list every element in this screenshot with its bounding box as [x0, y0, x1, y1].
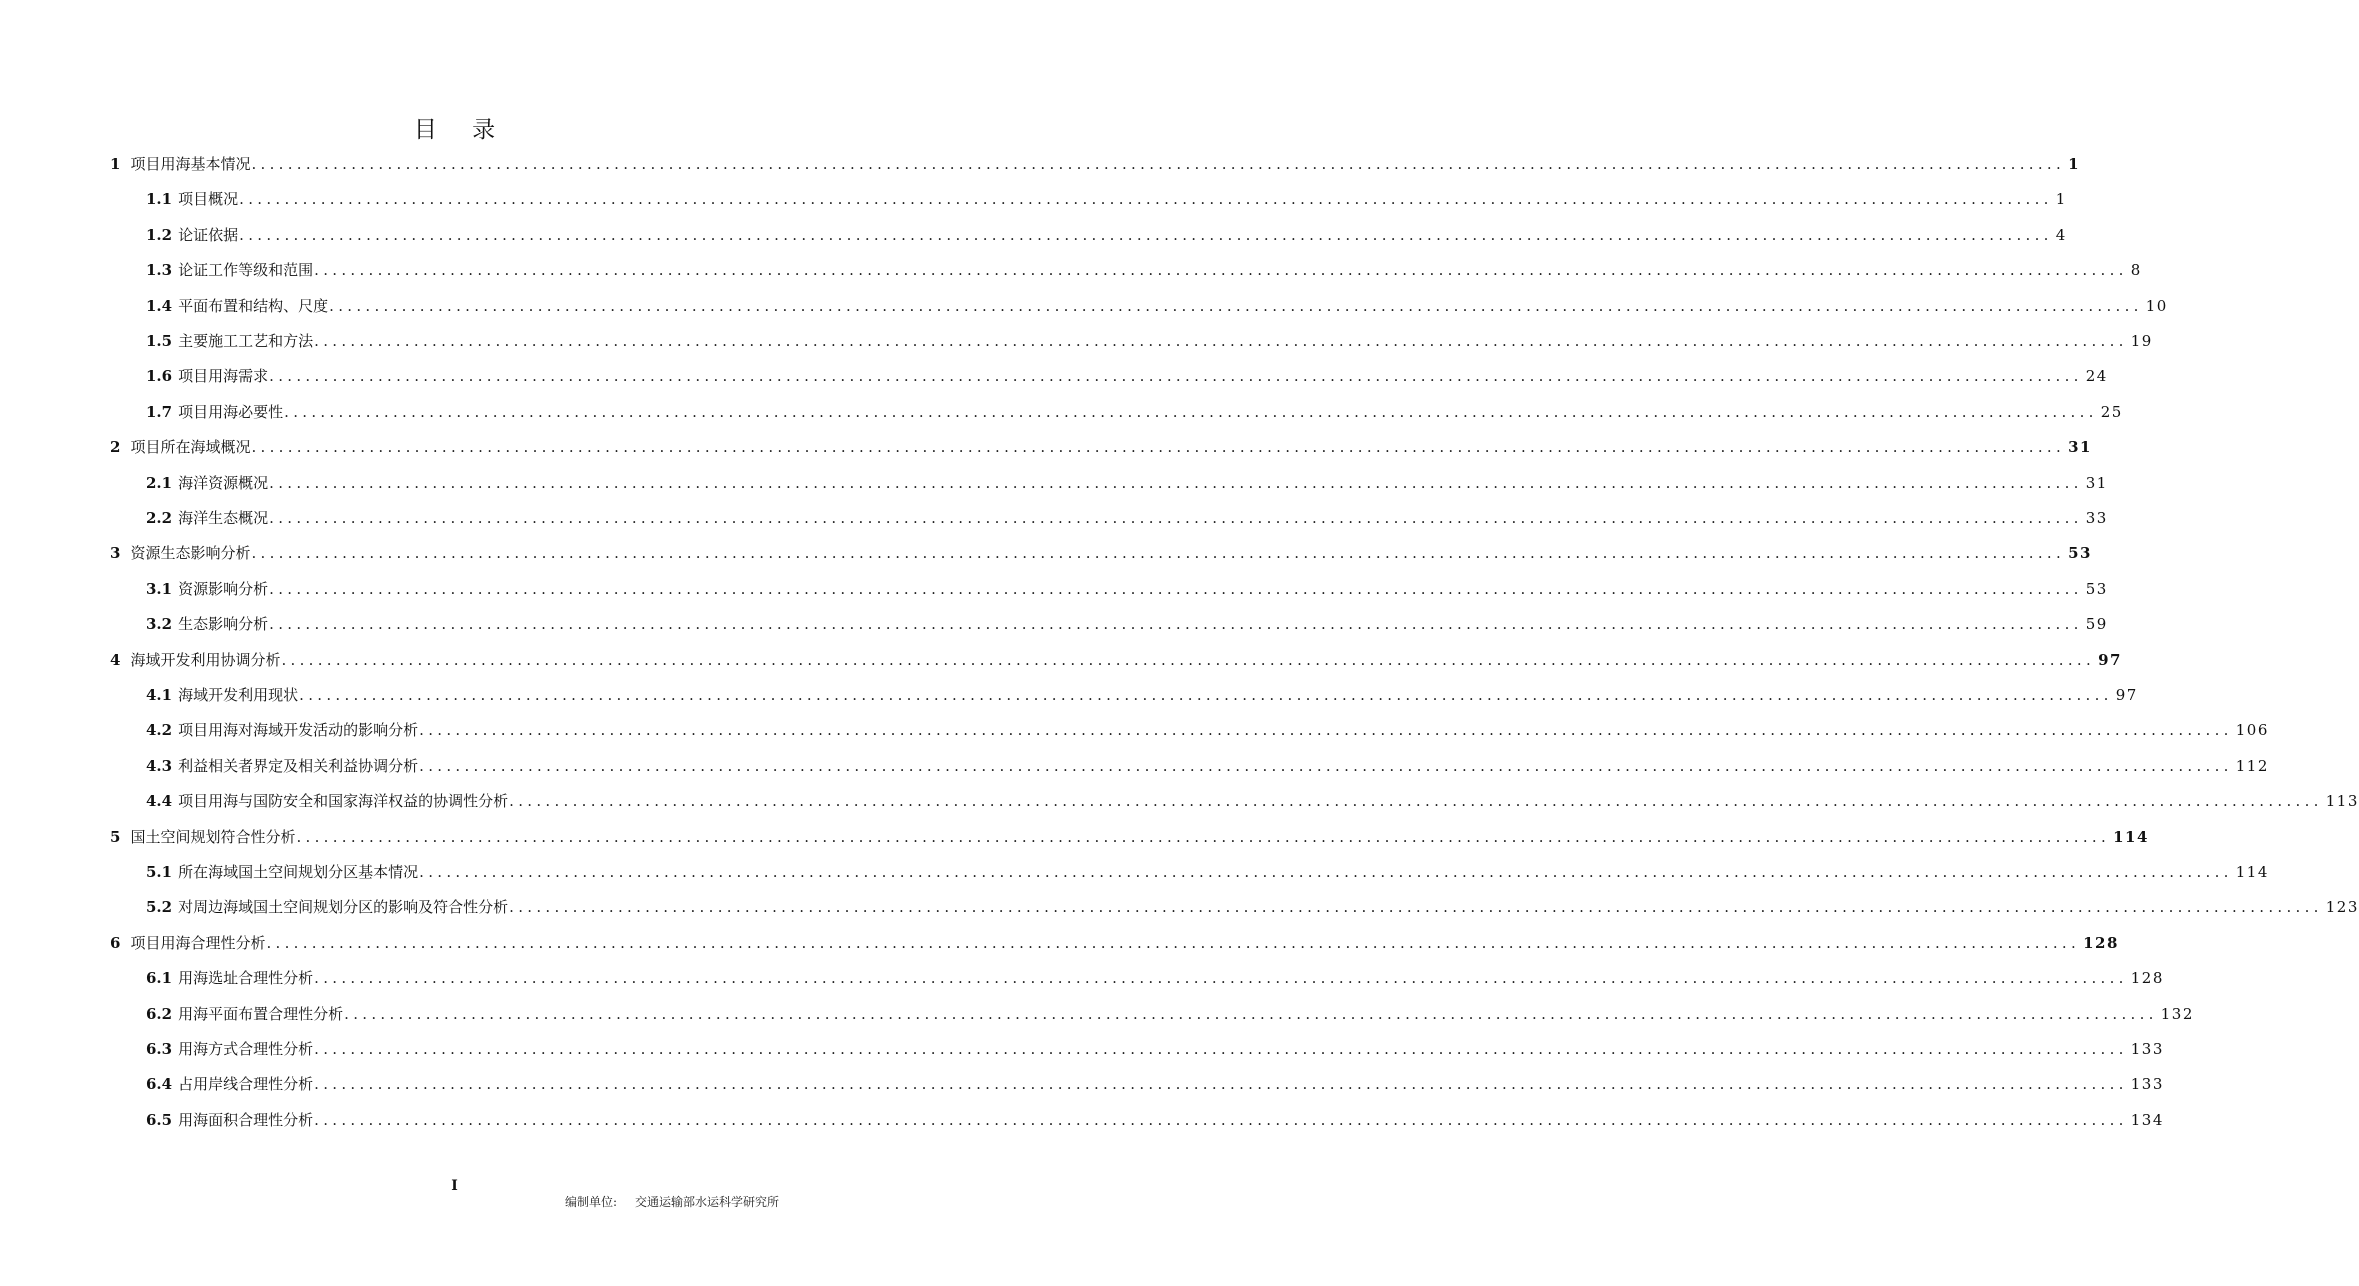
toc-entry-number: 2: [110, 438, 121, 457]
toc-entry-number: 1.6: [146, 367, 173, 386]
toc-dot-leader: ........................................................................................................................................................................................................: [314, 261, 2128, 280]
page-number: I: [451, 1178, 458, 1194]
toc-entry-page: 114: [2113, 827, 2149, 846]
toc-entry-page: 24: [2085, 367, 2108, 386]
toc-title: 目 录: [413, 117, 510, 143]
toc-dot-leader: ........................................................................................................................................................................................................: [281, 650, 2096, 669]
toc-entry-number: 1.2: [146, 225, 173, 244]
toc-entry-label: 利益相关者界定及相关利益协调分析: [178, 756, 419, 775]
toc-entry-page: 19: [2130, 332, 2153, 350]
toc-dot-leader: ........................................................................................................................................................................................................: [239, 190, 2053, 209]
toc-entry-number: 3: [110, 544, 121, 563]
toc-entry[interactable]: [110, 645, 2122, 675]
toc-dot-leader: ........................................................................................................................................................................................................: [251, 155, 2066, 173]
toc-entry-page: 112: [2235, 756, 2269, 775]
toc-entry-page: 134: [2130, 1110, 2164, 1129]
toc-entry-label: 所在海域国土空间规划分区基本情况: [178, 863, 419, 881]
toc-entry-number: 2.1: [146, 473, 173, 492]
toc-entry-number: 5: [110, 827, 121, 846]
toc-entry-number: 5.2: [146, 898, 173, 917]
toc-entry-number: 6.5: [146, 1110, 173, 1129]
toc-entry[interactable]: [110, 928, 2119, 958]
toc-dot-leader: ........................................................................................................................................................................................................: [296, 827, 2111, 846]
toc-entry-number: 1.5: [146, 332, 173, 350]
toc-dot-leader: ........................................................................................................................................................................................................: [251, 544, 2066, 563]
toc-entry[interactable]: [146, 786, 2359, 816]
toc-dot-leader: ........................................................................................................................................................................................................: [269, 367, 2083, 386]
toc-entry-label: 生态影响分析: [178, 615, 269, 634]
toc-dot-leader: ........................................................................................................................................................................................................: [284, 402, 2098, 421]
toc-entry-page: 133: [2130, 1040, 2164, 1058]
toc-entry-label: 论证依据: [178, 225, 239, 244]
toc-entry-number: 6.3: [146, 1040, 173, 1058]
toc-entry[interactable]: [146, 184, 2067, 214]
toc-entry[interactable]: [110, 149, 2081, 179]
toc-entry[interactable]: [146, 1069, 2164, 1099]
toc-entry-number: 6.2: [146, 1004, 173, 1023]
toc-entry-page: 113: [2325, 792, 2359, 811]
toc-entry-label: 用海选址合理性分析: [178, 969, 314, 988]
toc-entry-number: 4.3: [146, 756, 173, 775]
toc-entry-number: 6.1: [146, 969, 173, 988]
toc-entry-page: 128: [2083, 933, 2119, 952]
toc-entry-label: 平面布置和结构、尺度: [178, 296, 329, 315]
toc-dot-leader: ........................................................................................................................................................................................................: [314, 1110, 2128, 1129]
toc-entry-label: 海洋生态概况: [178, 509, 269, 527]
toc-entry-label: 论证工作等级和范围: [178, 261, 314, 280]
toc-entry-number: 1: [110, 155, 121, 173]
toc-entry-page: 133: [2130, 1075, 2164, 1094]
toc-entry-page: 123: [2325, 898, 2359, 917]
toc-entry[interactable]: [146, 220, 2067, 250]
toc-entry-page: 4: [2055, 225, 2067, 244]
toc-dot-leader: ........................................................................................................................................................................................................: [239, 225, 2053, 244]
toc-entry-number: 3.1: [146, 579, 173, 598]
toc-entry-page: 10: [2145, 296, 2168, 315]
toc-entry-page: 31: [2085, 473, 2108, 492]
toc-entry-label: 海洋资源概况: [178, 473, 269, 492]
organization-credit: [565, 1193, 779, 1210]
toc-entry-label: 资源影响分析: [178, 579, 269, 598]
toc-entry[interactable]: [146, 751, 2269, 781]
toc-entry[interactable]: [110, 822, 2149, 852]
toc-entry-page: 97: [2115, 686, 2138, 704]
toc-entry[interactable]: [146, 255, 2142, 285]
toc-entry-number: 1.4: [146, 296, 173, 315]
toc-entry-label: 用海方式合理性分析: [178, 1040, 314, 1058]
toc-entry[interactable]: [146, 326, 2153, 356]
toc-dot-leader: ........................................................................................................................................................................................................: [251, 438, 2066, 457]
toc-entry-page: 59: [2085, 615, 2108, 634]
toc-dot-leader: ........................................................................................................................................................................................................: [299, 686, 2113, 704]
toc-entry-page: 114: [2235, 863, 2269, 881]
toc-entry-page: 132: [2160, 1004, 2194, 1023]
toc-dot-leader: ........................................................................................................................................................................................................: [509, 792, 2323, 811]
organization-label: 编制单位:: [565, 1195, 618, 1209]
toc-dot-leader: ........................................................................................................................................................................................................: [419, 863, 2233, 881]
toc-entry[interactable]: [146, 397, 2123, 427]
toc-dot-leader: ........................................................................................................................................................................................................: [269, 615, 2083, 634]
toc-entry[interactable]: [146, 503, 2108, 533]
toc-entry-label: 海域开发利用现状: [178, 686, 299, 704]
toc-entry-number: 6.4: [146, 1075, 173, 1094]
toc-entry-label: 资源生态影响分析: [130, 544, 251, 563]
toc-entry-label: 项目概况: [178, 190, 239, 209]
toc-entry[interactable]: [146, 715, 2269, 745]
toc-entry-page: 128: [2130, 969, 2164, 988]
toc-entry-page: 53: [2085, 579, 2108, 598]
toc-dot-leader: ........................................................................................................................................................................................................: [266, 933, 2081, 952]
organization-name: 交通运输部水运科学研究所: [635, 1195, 780, 1209]
toc-entry[interactable]: [146, 609, 2108, 639]
toc-entry-label: 主要施工工艺和方法: [178, 332, 314, 350]
toc-entry-number: 4: [110, 650, 121, 669]
toc-entry-page: 1: [2068, 155, 2081, 173]
toc-entry-label: 项目用海需求: [178, 367, 269, 386]
toc-dot-leader: ........................................................................................................................................................................................................: [329, 296, 2143, 315]
toc-entry-page: 53: [2068, 544, 2092, 563]
toc-entry-page: 25: [2100, 402, 2123, 421]
toc-entry-page: 106: [2235, 721, 2269, 740]
toc-dot-leader: ........................................................................................................................................................................................................: [314, 969, 2128, 988]
toc-dot-leader: ........................................................................................................................................................................................................: [269, 579, 2083, 598]
toc-entry-label: 项目用海与国防安全和国家海洋权益的协调性分析: [178, 792, 509, 811]
toc-entry[interactable]: [146, 361, 2108, 391]
toc-entry[interactable]: [146, 574, 2108, 604]
toc-entry-number: 4.2: [146, 721, 173, 740]
toc-entry-number: 1.7: [146, 402, 173, 421]
toc-dot-leader: ........................................................................................................................................................................................................: [314, 1075, 2128, 1094]
toc-entry-number: 2.2: [146, 509, 173, 527]
toc-dot-leader: ........................................................................................................................................................................................................: [344, 1004, 2158, 1023]
toc-entry-number: 1.1: [146, 190, 173, 209]
toc-entry-number: 4.1: [146, 686, 173, 704]
toc-entry[interactable]: [110, 538, 2092, 568]
toc-entry-number: 5.1: [146, 863, 173, 881]
toc-entry-label: 项目用海基本情况: [130, 155, 251, 173]
toc-entry[interactable]: [110, 432, 2092, 462]
toc-entry-label: 项目用海必要性: [178, 402, 284, 421]
toc-entry[interactable]: [146, 999, 2194, 1029]
toc-dot-leader: ........................................................................................................................................................................................................: [314, 1040, 2128, 1058]
toc-entry-label: 国土空间规划符合性分析: [130, 827, 296, 846]
toc-entry-label: 用海平面布置合理性分析: [178, 1004, 344, 1023]
toc-dot-leader: ........................................................................................................................................................................................................: [509, 898, 2323, 917]
toc-dot-leader: ........................................................................................................................................................................................................: [419, 756, 2233, 775]
toc-dot-leader: ........................................................................................................................................................................................................: [419, 721, 2233, 740]
toc-entry[interactable]: [146, 1034, 2164, 1064]
toc-entry[interactable]: [146, 1105, 2164, 1135]
toc-entry-page: 8: [2130, 261, 2142, 280]
toc-entry-label: 项目所在海域概况: [130, 438, 251, 457]
toc-entry[interactable]: [146, 291, 2168, 321]
toc-entry-number: 4.4: [146, 792, 173, 811]
toc-entry-number: 6: [110, 933, 121, 952]
toc-dot-leader: ........................................................................................................................................................................................................: [314, 332, 2128, 350]
toc-entry-label: 项目用海合理性分析: [130, 933, 266, 952]
toc-entry[interactable]: [146, 857, 2269, 887]
toc-entry-number: 3.2: [146, 615, 173, 634]
toc-entry-label: 海域开发利用协调分析: [130, 650, 281, 669]
toc-entry-page: 31: [2068, 438, 2092, 457]
toc-entry-label: 占用岸线合理性分析: [178, 1075, 314, 1094]
toc-entry[interactable]: [146, 468, 2108, 498]
toc-entry-label: 用海面积合理性分析: [178, 1110, 314, 1129]
toc-entry[interactable]: [146, 680, 2138, 710]
toc-dot-leader: ........................................................................................................................................................................................................: [269, 473, 2083, 492]
toc-entry-page: 97: [2098, 650, 2122, 669]
toc-entry-page: 1: [2055, 190, 2067, 209]
toc-entry-label: 对周边海域国土空间规划分区的影响及符合性分析: [178, 898, 509, 917]
toc-entry-label: 项目用海对海域开发活动的影响分析: [178, 721, 419, 740]
toc-entry-number: 1.3: [146, 261, 173, 280]
toc-dot-leader: ........................................................................................................................................................................................................: [269, 509, 2083, 527]
toc-entry[interactable]: [146, 963, 2164, 993]
toc-entry-page: 33: [2085, 509, 2108, 527]
toc-entry[interactable]: [146, 892, 2359, 922]
